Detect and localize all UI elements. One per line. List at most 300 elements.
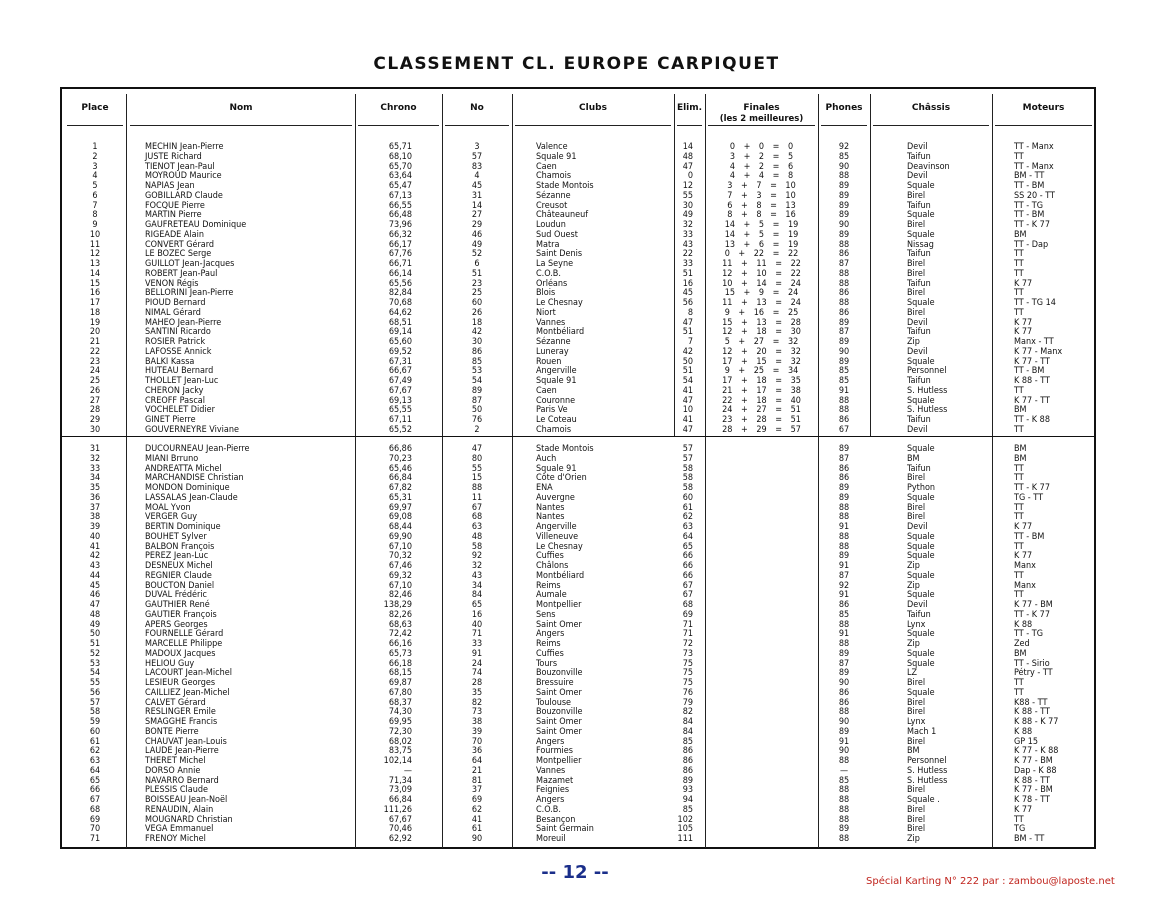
phones-cell: 89 [838,444,850,454]
nom-cell: GINET Pierre [145,415,196,425]
table-row [62,454,1094,464]
club-cell: Rouen [536,356,562,367]
elim-cell: 86 [682,746,693,757]
chassis-cell: Squale [907,629,935,640]
chassis-cell: Squale [907,181,935,191]
moteurs-cell: K 77 [1014,278,1033,289]
club-cell: Saint Omer [536,726,582,737]
club-cell: Caen [536,385,557,396]
moteurs-cell: TT [1014,590,1024,601]
phones-cell: 89 [838,190,850,201]
chrono-cell: 70,46 [388,824,412,835]
moteurs-cell: TT - K 77 [1014,483,1050,493]
no-cell: 74 [471,668,483,679]
moteurs-cell: K 77 [1014,327,1033,338]
finales-cell: 8 + 8 = 16 [727,210,796,221]
table-row [62,327,1094,337]
place-cell: 3 [92,161,98,172]
place-cell: 25 [89,376,101,386]
place-cell: 57 [89,697,101,708]
elim-cell: 41 [682,415,693,425]
elim-cell: 73 [682,648,693,659]
elim-cell: 84 [682,726,693,737]
moteurs-cell: TT [1014,678,1024,688]
place-cell: 59 [89,717,101,727]
phones-cell: 90 [838,161,850,172]
phones-cell: 88 [838,298,850,308]
nom-cell: FOCQUE Pierre [145,200,205,211]
club-cell: Vannes [536,765,566,776]
chassis-cell: Devil [907,346,928,357]
club-cell: Blois [536,288,556,299]
nom-cell: FRENOY Michel [145,834,206,844]
chrono-cell: 68,15 [388,668,412,679]
elim-cell: 111 [677,834,693,844]
header-underline [130,125,352,126]
moteurs-cell: Manx [1014,561,1036,571]
elim-cell: 86 [682,765,693,776]
place-cell: 53 [89,658,101,669]
no-cell: 51 [471,268,483,279]
table-row [62,590,1094,600]
place-cell: 50 [89,629,101,640]
no-cell: 73 [471,707,483,718]
nom-cell: BALKI Kassa [145,356,195,367]
elim-cell: 105 [677,824,693,835]
club-cell: Côte d'Orien [536,473,587,484]
nom-cell: REGNIER Claude [145,570,212,581]
place-cell: 8 [92,210,98,221]
chrono-cell: 66,14 [388,268,412,279]
chrono-cell: 70,32 [388,551,412,562]
elim-cell: 10 [682,405,693,416]
place-cell: 22 [89,346,101,357]
phones-cell: 89 [838,668,850,679]
no-cell: 92 [471,551,483,562]
no-cell: 33 [471,639,483,649]
no-cell: 2 [474,424,480,435]
no-cell: 31 [471,190,483,201]
moteurs-cell: TT [1014,385,1024,396]
club-cell: Montpellier [536,600,582,610]
club-cell: Le Coteau [536,415,577,425]
elim-cell: 58 [682,483,693,493]
no-cell: 53 [471,366,483,377]
club-cell: Reims [536,580,561,591]
moteurs-cell: TT - Manx [1014,161,1054,172]
no-cell: 11 [471,492,483,503]
chrono-cell: 66,71 [388,259,412,269]
phones-cell: 88 [838,814,850,825]
nom-cell: BONTE Pierre [145,726,199,737]
chrono-cell: 72,30 [388,726,412,737]
finales-cell: 9 + 25 = 34 [724,366,799,377]
no-cell: 76 [471,415,483,425]
table-row [62,444,1094,454]
nom-cell: MARCELLE Philippe [145,639,223,649]
place-cell: 65 [89,775,101,786]
elim-cell: 47 [682,395,693,406]
nom-cell: VENON Régis [145,278,199,289]
moteurs-cell: Manx - TT [1014,337,1054,347]
moteurs-cell: TT [1014,570,1024,581]
moteurs-cell: K 88 - K 77 [1014,717,1059,727]
chassis-cell: Taifun [907,200,931,211]
club-cell: La Seyne [536,259,574,269]
chrono-cell: 67,67 [388,814,412,825]
moteurs-cell: K 77 [1014,522,1033,532]
nom-cell: MECHIN Jean-Pierre [145,142,224,152]
nom-cell: LE BOZEC Serge [145,249,212,260]
club-cell: Besançon [536,814,576,825]
finales-cell: 4 + 4 = 8 [729,171,794,182]
chrono-cell: 65,47 [388,181,412,191]
phones-cell: 85 [838,775,850,786]
section-separator [62,436,1094,437]
no-cell: 24 [471,658,483,669]
place-cell: 36 [89,492,101,503]
chassis-cell: BM [907,453,920,464]
place-cell: 26 [89,385,101,396]
table-row [62,824,1094,834]
moteurs-cell: K 88 - TT [1014,707,1050,718]
phones-cell: 88 [838,619,850,630]
nom-cell: LACOURT Jean-Michel [145,668,232,679]
place-cell: 30 [89,424,101,435]
nom-cell: GAUTHIER René [145,600,210,610]
chrono-cell: 68,63 [388,619,412,630]
no-cell: 70 [471,736,483,747]
chassis-cell: Zip [907,834,920,844]
table-row [62,230,1094,240]
moteurs-cell: TT - K 88 [1014,415,1050,425]
elim-cell: 22 [682,249,693,260]
finales-cell: 5 + 27 = 32 [724,337,799,347]
finales-cell: 14 + 5 = 19 [724,220,799,230]
elim-cell: 47 [682,161,693,172]
table-row [62,805,1094,815]
chassis-cell: Birel [907,502,926,513]
chassis-cell: Squale [907,531,935,542]
nom-cell: LAFOSSE Annick [145,346,212,357]
phones-cell: 88 [838,405,850,416]
chrono-cell: 82,84 [388,288,412,299]
chassis-cell: Birel [907,678,926,688]
no-cell: 18 [471,317,483,328]
chassis-cell: Birel [907,473,926,484]
elim-cell: 32 [682,220,693,230]
table-row [62,581,1094,591]
elim-cell: 0 [687,171,693,182]
phones-cell: 89 [838,824,850,835]
no-cell: 39 [471,726,483,737]
moteurs-cell: TT [1014,512,1024,523]
phones-cell: 88 [838,512,850,523]
place-cell: 67 [89,795,101,805]
chrono-cell: 67,80 [388,687,412,698]
chrono-cell: 67,10 [388,580,412,591]
place-cell: 24 [89,366,101,377]
no-cell: 57 [471,151,483,162]
table-row [62,522,1094,532]
header-underline [445,125,509,126]
chassis-cell: Taifun [907,415,931,425]
moteurs-cell: BM [1014,444,1027,454]
phones-cell: 86 [838,697,850,708]
chassis-cell: Squale [907,298,935,308]
chassis-cell: Python [907,483,936,493]
chassis-cell: Devil [907,424,928,435]
chrono-cell: 67,67 [388,385,412,396]
header-underline [358,125,439,126]
finales-cell: 15 + 13 = 28 [722,317,801,328]
moteurs-cell: Manx [1014,580,1036,591]
nom-cell: MIANI Brruno [145,453,199,464]
no-cell: 82 [471,697,483,708]
nom-cell: GAUFRETEAU Dominique [145,220,247,230]
chrono-cell: 68,51 [388,317,412,328]
club-cell: Saint Germain [536,824,594,835]
club-cell: Saint Omer [536,619,582,630]
elim-cell: 14 [682,142,693,152]
place-cell: 7 [92,200,98,211]
phones-cell: 67 [838,424,850,435]
phones-cell: 86 [838,288,850,299]
phones-cell: 90 [838,220,850,230]
table-row [62,649,1094,659]
no-cell: 26 [471,307,483,318]
place-cell: 45 [89,580,101,591]
club-cell: Moreuil [536,834,566,844]
table-row [62,308,1094,318]
club-cell: Chamois [536,424,572,435]
finales-cell: 9 + 16 = 25 [724,307,799,318]
place-cell: 56 [89,687,101,698]
elim-cell: 84 [682,717,693,727]
chassis-cell: Devil [907,171,928,182]
chrono-cell: 65,55 [388,405,412,416]
place-cell: 27 [89,395,101,406]
nom-cell: DESNEUX Michel [145,561,213,571]
club-cell: Angers [536,736,565,747]
no-cell: 69 [471,795,483,805]
moteurs-cell: TT [1014,424,1024,435]
chassis-cell: Zip [907,337,920,347]
club-cell: Vannes [536,317,566,328]
table-row [62,347,1094,357]
moteurs-cell: K 77 - K 88 [1014,746,1059,757]
no-cell: 34 [471,580,483,591]
no-cell: 3 [474,142,480,152]
club-cell: Caen [536,161,557,172]
table-row [62,776,1094,786]
nom-cell: GUILLOT Jean-Jacques [145,259,235,269]
place-cell: 41 [89,541,101,552]
chrono-cell: 64,62 [388,307,412,318]
moteurs-cell: BM [1014,405,1027,416]
table-row [62,795,1094,805]
nom-cell: MADOUX Jacques [145,648,216,659]
moteurs-cell: TT - BM [1014,181,1045,191]
moteurs-cell: K 77 - BM [1014,785,1053,796]
club-cell: Bressuire [536,678,574,688]
club-cell: Niort [536,307,556,318]
chassis-cell: Squale [907,551,935,562]
chrono-cell: 67,13 [388,190,412,201]
finales-cell: 21 + 17 = 38 [722,385,801,396]
club-cell: Le Chesnay [536,298,583,308]
elim-cell: 85 [682,736,693,747]
chassis-cell: Squale . [907,795,940,805]
chrono-cell: 71,34 [388,775,412,786]
nom-cell: NIMAL Gérard [145,307,201,318]
chassis-cell: S. Hutless [907,775,948,786]
phones-cell: 85 [838,376,850,386]
chassis-cell: Birel [907,220,926,230]
moteurs-cell: TT [1014,687,1024,698]
no-cell: 29 [471,220,483,230]
no-cell: 60 [471,298,483,308]
club-cell: ENA [536,483,553,493]
elim-cell: 48 [682,151,693,162]
phones-cell: 86 [838,600,850,610]
no-cell: 50 [471,405,483,416]
chrono-cell: 65,73 [388,648,412,659]
no-cell: 58 [471,541,483,552]
table-row [62,318,1094,328]
chrono-cell: 82,46 [388,590,412,601]
table-row [62,571,1094,581]
header-no: No [470,103,484,113]
phones-cell: 88 [838,804,850,815]
phones-cell: 89 [838,181,850,191]
table-row [62,415,1094,425]
club-cell: Nantes [536,512,565,523]
nom-cell: MARTIN Pierre [145,210,202,221]
nom-cell: CONVERT Gérard [145,239,215,250]
club-cell: Luneray [536,346,569,357]
phones-cell: 88 [838,756,850,766]
moteurs-cell: K 77 - BM [1014,600,1053,610]
moteurs-cell: TT - K 77 [1014,609,1050,620]
no-cell: 61 [471,824,483,835]
nom-cell: CALVET Gérard [145,697,206,708]
chrono-cell: 67,31 [388,356,412,367]
elim-cell: 30 [682,200,693,211]
phones-cell: 88 [838,278,850,289]
finales-cell: 17 + 18 = 35 [722,376,801,386]
place-cell: 46 [89,590,101,601]
chrono-cell: 65,31 [388,492,412,503]
chassis-cell: Birel [907,804,926,815]
chrono-cell: 69,52 [388,346,412,357]
chassis-cell: Squale [907,356,935,367]
nom-cell: DUCOURNEAU Jean-Pierre [145,444,250,454]
club-cell: Saint Omer [536,717,582,727]
finales-cell: 24 + 27 = 51 [722,405,801,416]
moteurs-cell: TT [1014,288,1024,299]
club-cell: Chamois [536,171,572,182]
nom-cell: VOCHELET Didier [145,405,215,416]
club-cell: Squale 91 [536,463,577,474]
elim-cell: 75 [682,668,693,679]
elim-cell: 72 [682,639,693,649]
table-row [62,405,1094,415]
finales-cell: 17 + 15 = 32 [722,356,801,367]
table-row [62,707,1094,717]
place-cell: 29 [89,415,101,425]
finales-cell: 12 + 18 = 30 [722,327,801,338]
club-cell: Orléans [536,278,568,289]
header-underline [708,125,815,126]
place-cell: 12 [89,249,101,260]
nom-cell: MOYROUD Maurice [145,171,222,182]
club-cell: Sud Ouest [536,229,578,240]
elim-cell: 57 [682,444,693,454]
elim-cell: 76 [682,687,693,698]
phones-cell: 87 [838,570,850,581]
no-cell: 6 [474,259,480,269]
club-cell: Squale 91 [536,376,577,386]
phones-cell: 89 [838,317,850,328]
chassis-cell: Birel [907,785,926,796]
nom-cell: APERS Georges [145,619,208,630]
phones-cell: 89 [838,356,850,367]
moteurs-cell: K88 - TT [1014,697,1048,708]
chassis-cell: Birel [907,814,926,825]
nom-cell: RESLINGER Emile [145,707,216,718]
no-cell: 42 [471,327,483,338]
chrono-cell: 67,76 [388,249,412,260]
nom-cell: CHAUVAT Jean-Louis [145,736,227,747]
place-cell: 17 [89,298,101,308]
place-cell: 69 [89,814,101,825]
moteurs-cell: K 77 [1014,551,1033,562]
place-cell: 38 [89,512,101,523]
header-place: Place [81,103,109,113]
chassis-cell: Squale [907,648,935,659]
place-cell: 37 [89,502,101,513]
table-row [62,532,1094,542]
elim-cell: 45 [682,288,693,299]
table-row [62,473,1094,483]
nom-cell: VEGA Emmanuel [145,824,214,835]
nom-cell: CHERON Jacky [145,385,204,396]
place-cell: 60 [89,726,101,737]
moteurs-cell: K 77 - Manx [1014,346,1063,357]
club-cell: Cuffies [536,648,564,659]
chassis-cell: Squale [907,444,935,454]
club-cell: Auch [536,453,557,464]
moteurs-cell: TT [1014,249,1024,260]
club-cell: Creusot [536,200,568,211]
table-row [62,698,1094,708]
phones-cell: 89 [838,200,850,211]
no-cell: 89 [471,385,483,396]
phones-cell: 88 [838,707,850,718]
club-cell: Squale 91 [536,151,577,162]
table-row [62,249,1094,259]
chassis-cell: Personnel [907,756,947,766]
moteurs-cell: K 77 - BM [1014,756,1053,766]
phones-cell: 86 [838,687,850,698]
nom-cell: ROSIER Patrick [145,337,206,347]
phones-cell: 91 [838,385,850,396]
place-cell: 16 [89,288,101,299]
moteurs-cell: TT - Manx [1014,142,1054,152]
club-cell: Montbéliard [536,327,585,338]
phones-cell: 92 [838,580,850,591]
